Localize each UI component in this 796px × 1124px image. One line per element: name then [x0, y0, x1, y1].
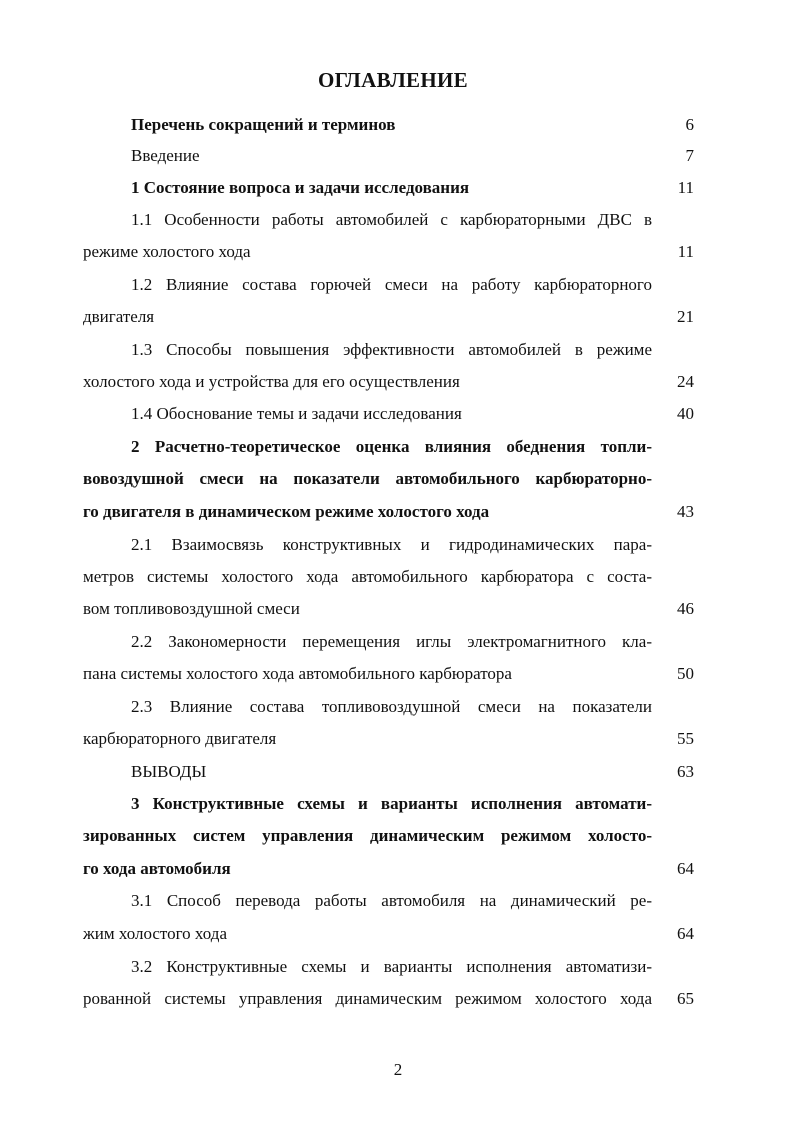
- toc-entry-1-1-line-1: 1.1 Особенности работы автомобилей с карбюраторными ДВС в: [131, 210, 652, 229]
- toc-entry-chapter-2-line-2: вовоздушной смеси на показатели автомобильного карбюраторно-: [83, 469, 652, 488]
- toc-entry-1-2-line-2: двигателя: [83, 307, 155, 326]
- toc-page-number: 50: [677, 664, 694, 683]
- page-title: ОГЛАВЛЕНИЕ: [318, 68, 468, 92]
- toc-entry-1-1-line-2: режиме холостого хода: [83, 242, 251, 261]
- toc-page-number: 6: [685, 115, 694, 134]
- toc-entry-1-3-line-1: 1.3 Способы повышения эффективности автомобилей в режиме: [131, 340, 652, 359]
- toc-entry-2-3-line-1: 2.3 Влияние состава топливовоздушной смеси на показатели: [131, 697, 652, 716]
- toc-page-number: 46: [677, 599, 694, 618]
- toc-entry-chapter-1: 1 Состояние вопроса и задачи исследования: [131, 178, 470, 197]
- toc-entry-3-1-line-2: жим холостого хода: [83, 924, 227, 943]
- toc-page-number: 21: [677, 307, 694, 326]
- toc-entry-2-1-line-3: вом топливовоздушной смеси: [83, 599, 300, 618]
- toc-entry-3-1-line-1: 3.1 Способ перевода работы автомобиля на динамический ре-: [131, 891, 652, 910]
- toc-entry-chapter-3-line-2: зированных систем управления динамическим режимом холосто-: [83, 826, 652, 845]
- toc-page-number: 64: [677, 859, 694, 878]
- toc-entry-chapter-2-line-3: го двигателя в динамическом режиме холостого хода: [83, 502, 490, 521]
- toc-entry-conclusions: ВЫВОДЫ: [131, 762, 207, 781]
- toc-page-number: 11: [677, 178, 694, 197]
- toc-entry-chapter-2-line-1: 2 Расчетно-теоретическое оценка влияния обеднения топли-: [131, 437, 652, 456]
- toc-entry-introduction: Введение: [131, 146, 200, 165]
- toc-page-number: 24: [677, 372, 694, 391]
- toc-entry-3-2-line-1: 3.2 Конструктивные схемы и варианты исполнения автоматизи-: [131, 957, 652, 976]
- toc-entry-1-2-line-1: 1.2 Влияние состава горючей смеси на работу карбюраторного: [131, 275, 652, 294]
- toc-entry-2-2-line-2: пана системы холостого хода автомобильного карбюратора: [83, 664, 512, 683]
- toc-page-number: 11: [677, 242, 694, 261]
- toc-entry-2-3-line-2: карбюраторного двигателя: [83, 729, 277, 748]
- toc-entry-2-2-line-1: 2.2 Закономерности перемещения иглы электромагнитного кла-: [131, 632, 652, 651]
- toc-entry-1-4: 1.4 Обоснование темы и задачи исследования: [131, 404, 462, 423]
- toc-page-number: 65: [677, 989, 694, 1008]
- toc-page-number: 7: [685, 146, 694, 165]
- page-number: 2: [393, 1060, 403, 1079]
- toc-entry-3-2-line-2: рованной системы управления динамическим режимом холостого хода: [83, 989, 652, 1008]
- toc-entry-abbreviations: Перечень сокращений и терминов: [131, 115, 396, 134]
- toc-entry-2-1-line-1: 2.1 Взаимосвязь конструктивных и гидродинамических пара-: [131, 535, 652, 554]
- toc-page-number: 55: [677, 729, 694, 748]
- toc-entry-chapter-3-line-3: го хода автомобиля: [83, 859, 231, 878]
- toc-entry-1-3-line-2: холостого хода и устройства для его осуществления: [83, 372, 460, 391]
- toc-entry-2-1-line-2: метров системы холостого хода автомобильного карбюратора с соста-: [83, 567, 652, 586]
- toc-page-number: 63: [677, 762, 694, 781]
- toc-page-number: 64: [677, 924, 694, 943]
- toc-page-number: 43: [677, 502, 694, 521]
- toc-entry-chapter-3-line-1: 3 Конструктивные схемы и варианты исполнения автомати-: [131, 794, 652, 813]
- toc-page-number: 40: [677, 404, 694, 423]
